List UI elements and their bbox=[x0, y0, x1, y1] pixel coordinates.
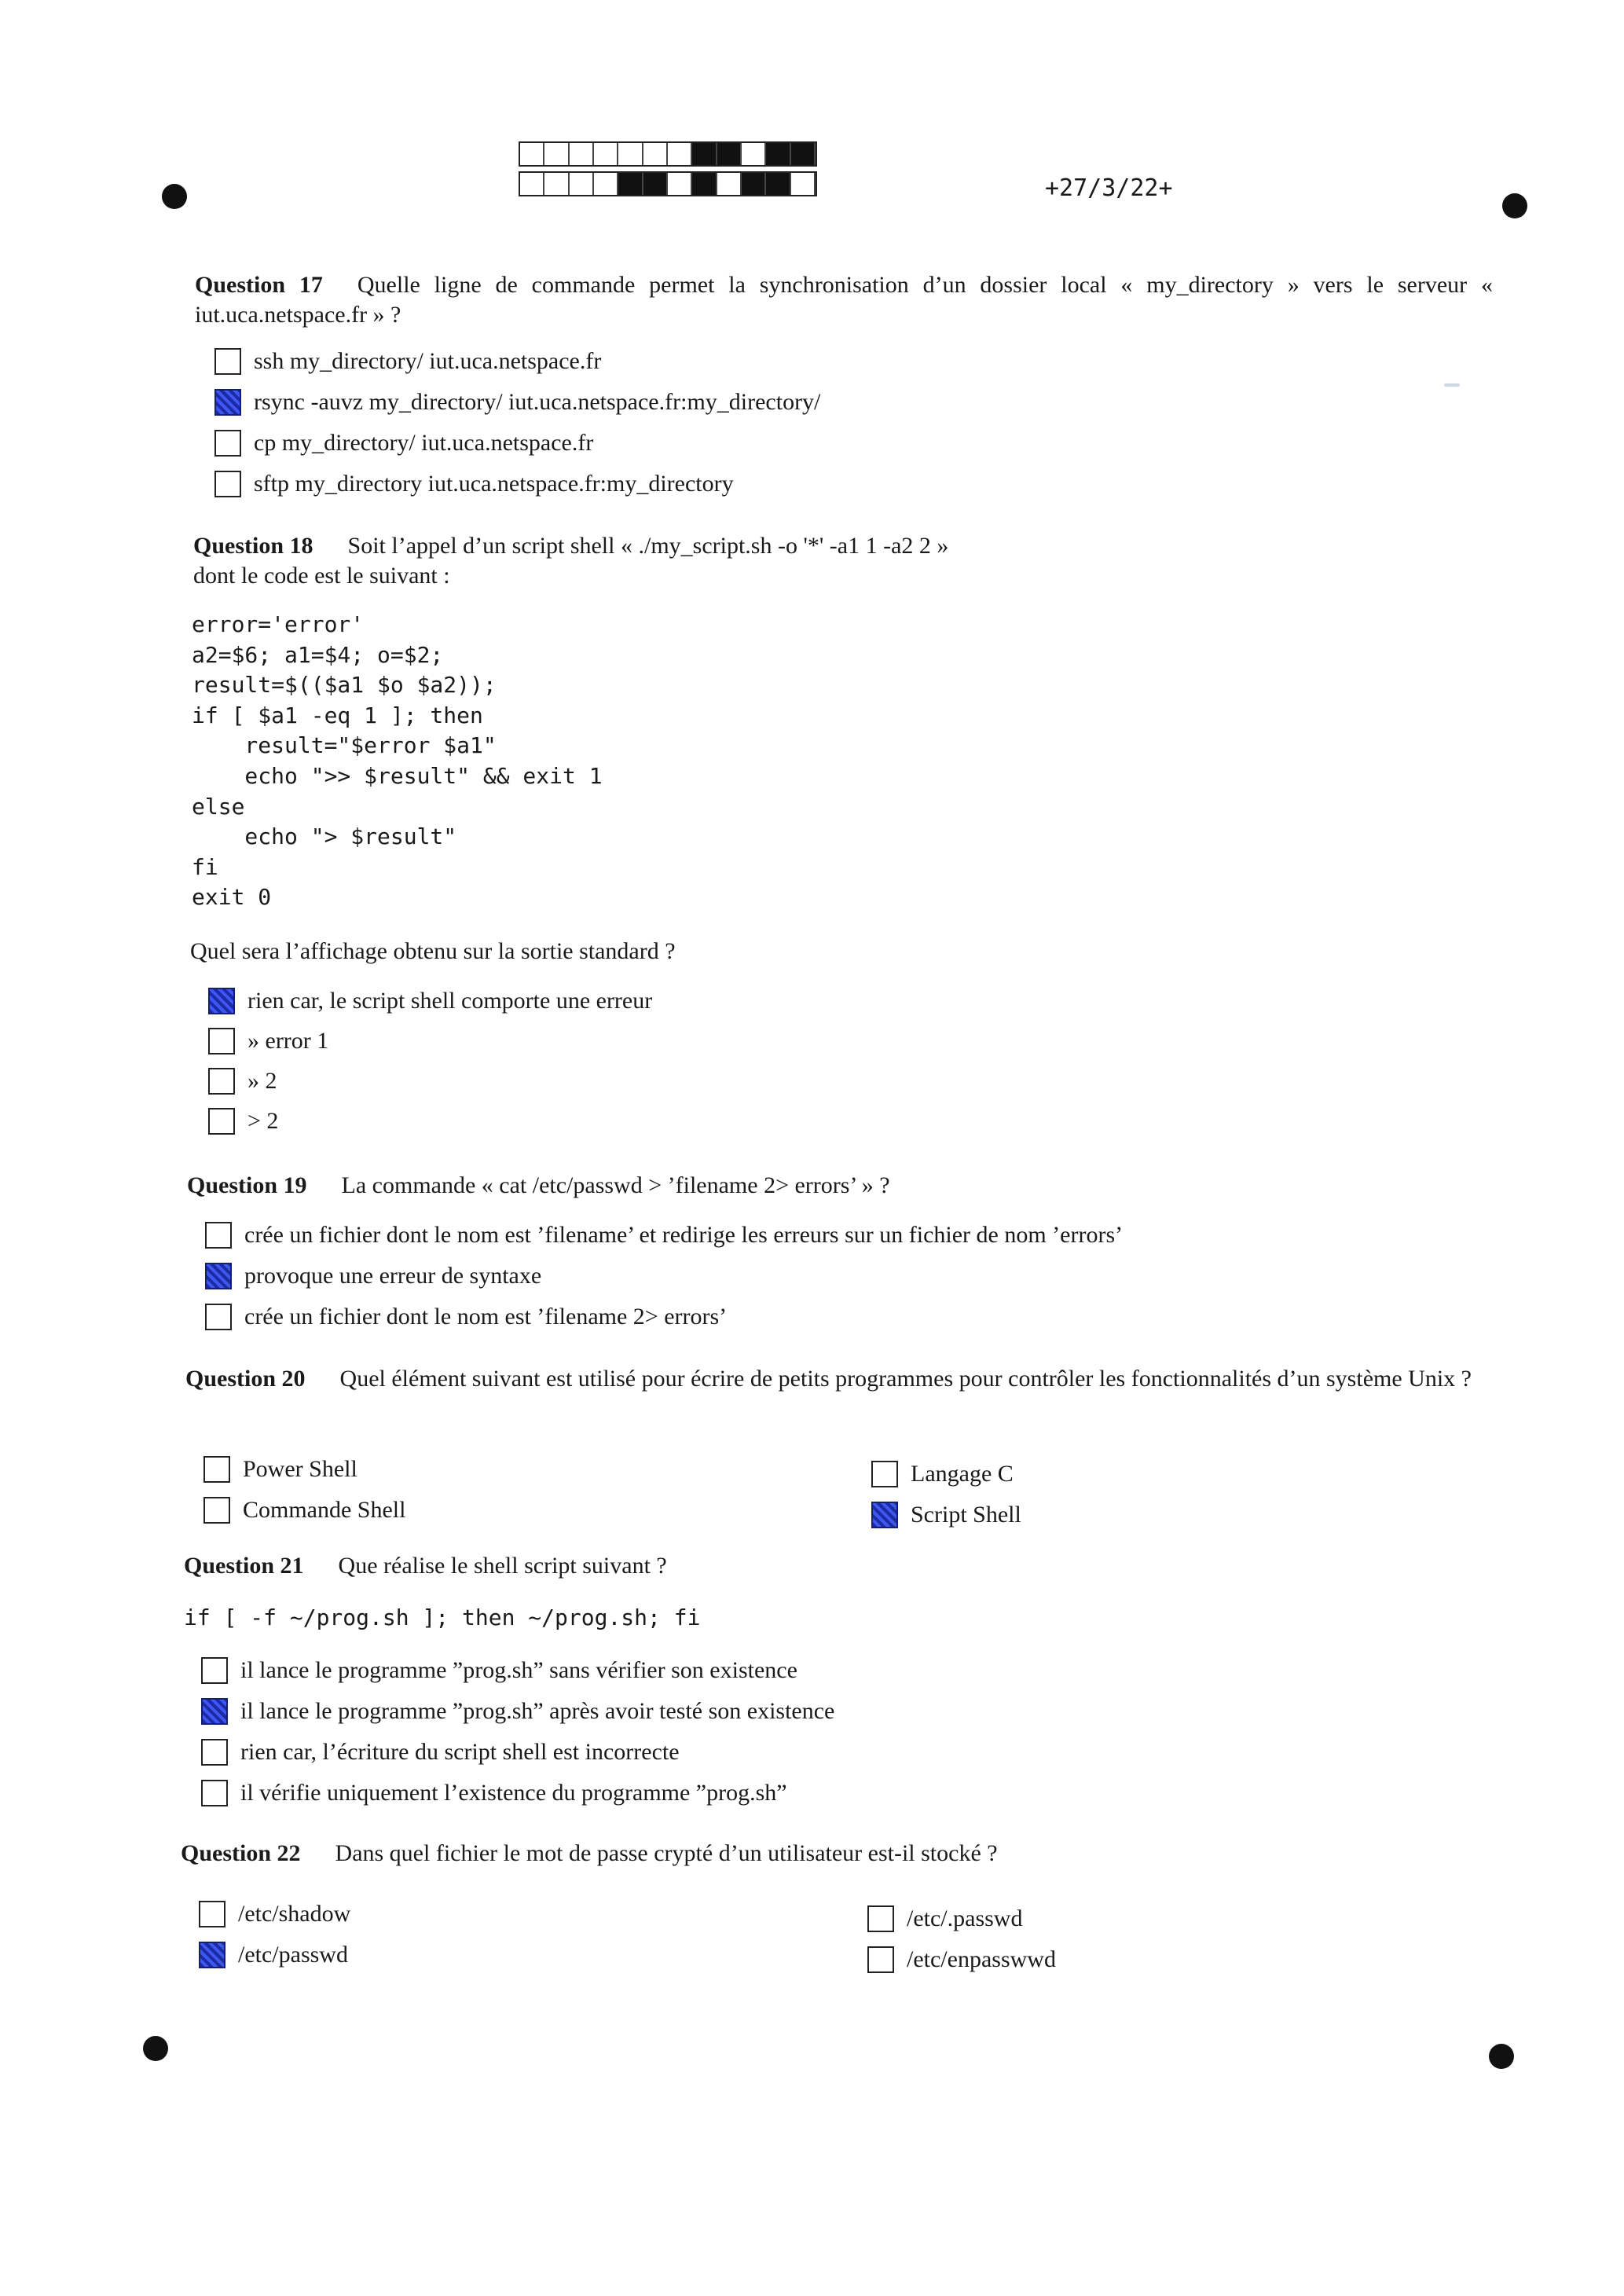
page-code: +27/3/22+ bbox=[1045, 174, 1173, 202]
checkbox[interactable] bbox=[205, 1222, 232, 1249]
question-18-statement: Soit l’appel d’un script shell « ./my_script.sh -o '*' -a1 1 -a2 2 » bbox=[347, 533, 949, 559]
question-20-statement: Quel élément suivant est utilisé pour écrire de petits programmes pour contrôler les fonctionnalités d’un système Unix ? bbox=[339, 1366, 1472, 1392]
option-label: Script Shell bbox=[911, 1502, 1021, 1528]
checkbox[interactable] bbox=[208, 1028, 235, 1054]
checkbox[interactable] bbox=[867, 1946, 894, 1973]
question-22-option-2[interactable] bbox=[199, 1941, 348, 1969]
checkbox-checked[interactable] bbox=[205, 1263, 232, 1289]
checkbox-checked[interactable] bbox=[871, 1502, 898, 1528]
question-21-option-1[interactable] bbox=[201, 1656, 797, 1685]
option-label: il lance le programme ”prog.sh” sans vérifier son existence bbox=[240, 1657, 797, 1683]
question-19-option-2[interactable] bbox=[205, 1262, 541, 1290]
question-22-label: Question 22 bbox=[181, 1840, 301, 1866]
question-21-label: Question 21 bbox=[184, 1553, 304, 1579]
question-18-option-3[interactable] bbox=[208, 1067, 277, 1095]
option-label: » error 1 bbox=[247, 1028, 329, 1054]
checkbox[interactable] bbox=[201, 1780, 228, 1806]
option-label: Commande Shell bbox=[243, 1497, 406, 1523]
question-19-text bbox=[187, 1171, 890, 1201]
question-18-option-4[interactable] bbox=[208, 1107, 278, 1135]
question-21-option-3[interactable] bbox=[201, 1738, 680, 1766]
question-17-option-3[interactable] bbox=[214, 429, 593, 457]
option-label: Langage C bbox=[911, 1461, 1014, 1487]
question-20-text bbox=[185, 1364, 1487, 1394]
option-label: cp my_directory/ iut.uca.netspace.fr bbox=[254, 430, 594, 456]
registration-mark-top-right bbox=[1502, 193, 1527, 218]
checkbox[interactable] bbox=[199, 1901, 225, 1927]
question-17-option-1[interactable] bbox=[214, 347, 601, 376]
question-22-option-1[interactable] bbox=[199, 1900, 350, 1928]
question-20-option-3[interactable] bbox=[871, 1460, 1014, 1488]
question-19-option-3[interactable] bbox=[205, 1303, 727, 1331]
question-20-option-2[interactable] bbox=[203, 1496, 405, 1524]
checkbox[interactable] bbox=[214, 348, 241, 375]
option-label: /etc/passwd bbox=[238, 1942, 348, 1968]
question-17-option-2[interactable] bbox=[214, 388, 820, 416]
checkbox[interactable] bbox=[214, 471, 241, 497]
checkbox[interactable] bbox=[201, 1739, 228, 1766]
option-label: sftp my_directory iut.uca.netspace.fr:my_directory bbox=[254, 471, 734, 497]
question-17-label: Question 17 bbox=[195, 272, 323, 298]
question-18-label: Question 18 bbox=[193, 533, 313, 559]
question-21-code: if [ -f ~/prog.sh ]; then ~/prog.sh; fi bbox=[184, 1605, 701, 1630]
question-18-option-2[interactable] bbox=[208, 1027, 328, 1055]
question-18-text bbox=[193, 531, 1498, 591]
question-22-option-3[interactable] bbox=[867, 1905, 1022, 1933]
checkbox[interactable] bbox=[208, 1068, 235, 1095]
option-label: Power Shell bbox=[243, 1456, 357, 1482]
question-22-option-4[interactable] bbox=[867, 1946, 1056, 1974]
question-19-statement: La commande « cat /etc/passwd > ’filename 2> errors’ » ? bbox=[341, 1172, 890, 1198]
question-22-statement: Dans quel fichier le mot de passe crypté d’un utilisateur est-il stocké ? bbox=[335, 1840, 998, 1866]
option-label: /etc/enpasswwd bbox=[907, 1946, 1056, 1972]
checkbox[interactable] bbox=[201, 1657, 228, 1684]
question-19-option-1[interactable] bbox=[205, 1221, 1123, 1249]
option-label: crée un fichier dont le nom est ’filename’ et redirige les erreurs sur un fichier de nom ’errors’ bbox=[244, 1222, 1124, 1248]
option-label: crée un fichier dont le nom est ’filename 2> errors’ bbox=[244, 1304, 728, 1330]
checkbox-checked[interactable] bbox=[214, 389, 241, 416]
question-21-statement: Que réalise le shell script suivant ? bbox=[338, 1553, 667, 1579]
checkbox-checked[interactable] bbox=[201, 1698, 228, 1725]
question-21-option-4[interactable] bbox=[201, 1779, 787, 1807]
checkbox[interactable] bbox=[214, 430, 241, 457]
checkbox[interactable] bbox=[205, 1304, 232, 1330]
question-17-statement: Quelle ligne de commande permet la synchronisation d’un dossier local « my_directory » vers le serveur « iut.uca.netspace.fr » ? bbox=[195, 272, 1493, 328]
question-18-code: error='error' a2=$6; a1=$4; o=$2; result=$(($a1 $o $a2)); if [ $a1 -eq 1 ]; then result="$error $a1" echo ">> $result" && exit 1 else echo "> $result" fi exit 0 bbox=[192, 611, 603, 911]
registration-mark-top-left bbox=[162, 184, 187, 209]
registration-mark-bottom-left bbox=[143, 2036, 168, 2061]
option-label: rsync -auvz my_directory/ iut.uca.netspace.fr:my_directory/ bbox=[254, 389, 821, 415]
question-18-prompt: Quel sera l’affichage obtenu sur la sortie standard ? bbox=[190, 938, 676, 964]
question-20-label: Question 20 bbox=[185, 1366, 306, 1392]
question-22-text bbox=[181, 1839, 998, 1869]
checkbox[interactable] bbox=[203, 1497, 230, 1524]
option-label: /etc/shadow bbox=[238, 1901, 351, 1927]
question-20-option-4[interactable] bbox=[871, 1501, 1021, 1529]
question-17-option-4[interactable] bbox=[214, 470, 734, 498]
checkbox[interactable] bbox=[867, 1905, 894, 1932]
option-label: /etc/.passwd bbox=[907, 1905, 1023, 1931]
option-label: ssh my_directory/ iut.uca.netspace.fr bbox=[254, 348, 602, 374]
page-barcode-bottom bbox=[519, 171, 817, 196]
option-label: > 2 bbox=[247, 1108, 279, 1134]
option-label: il vérifie uniquement l’existence du programme ”prog.sh” bbox=[240, 1780, 787, 1806]
checkbox[interactable] bbox=[203, 1456, 230, 1483]
question-19-label: Question 19 bbox=[187, 1172, 307, 1198]
question-17-text bbox=[195, 270, 1493, 330]
checkbox-checked[interactable] bbox=[208, 988, 235, 1014]
option-label: rien car, le script shell comporte une erreur bbox=[247, 988, 653, 1014]
question-21-option-2[interactable] bbox=[201, 1697, 834, 1726]
option-label: » 2 bbox=[247, 1068, 277, 1094]
page-barcode-top bbox=[519, 141, 817, 167]
question-18-option-1[interactable] bbox=[208, 987, 652, 1015]
question-20-option-1[interactable] bbox=[203, 1455, 357, 1484]
checkbox[interactable] bbox=[871, 1461, 898, 1487]
registration-mark-bottom-right bbox=[1489, 2044, 1514, 2069]
stray-mark bbox=[1444, 383, 1460, 387]
checkbox[interactable] bbox=[208, 1108, 235, 1135]
checkbox-checked[interactable] bbox=[199, 1942, 225, 1968]
option-label: rien car, l’écriture du script shell est incorrecte bbox=[240, 1739, 680, 1765]
question-18-statement-line2: dont le code est le suivant : bbox=[193, 563, 450, 589]
option-label: il lance le programme ”prog.sh” après avoir testé son existence bbox=[240, 1698, 835, 1724]
option-label: provoque une erreur de syntaxe bbox=[244, 1263, 542, 1289]
question-21-text bbox=[184, 1551, 667, 1581]
